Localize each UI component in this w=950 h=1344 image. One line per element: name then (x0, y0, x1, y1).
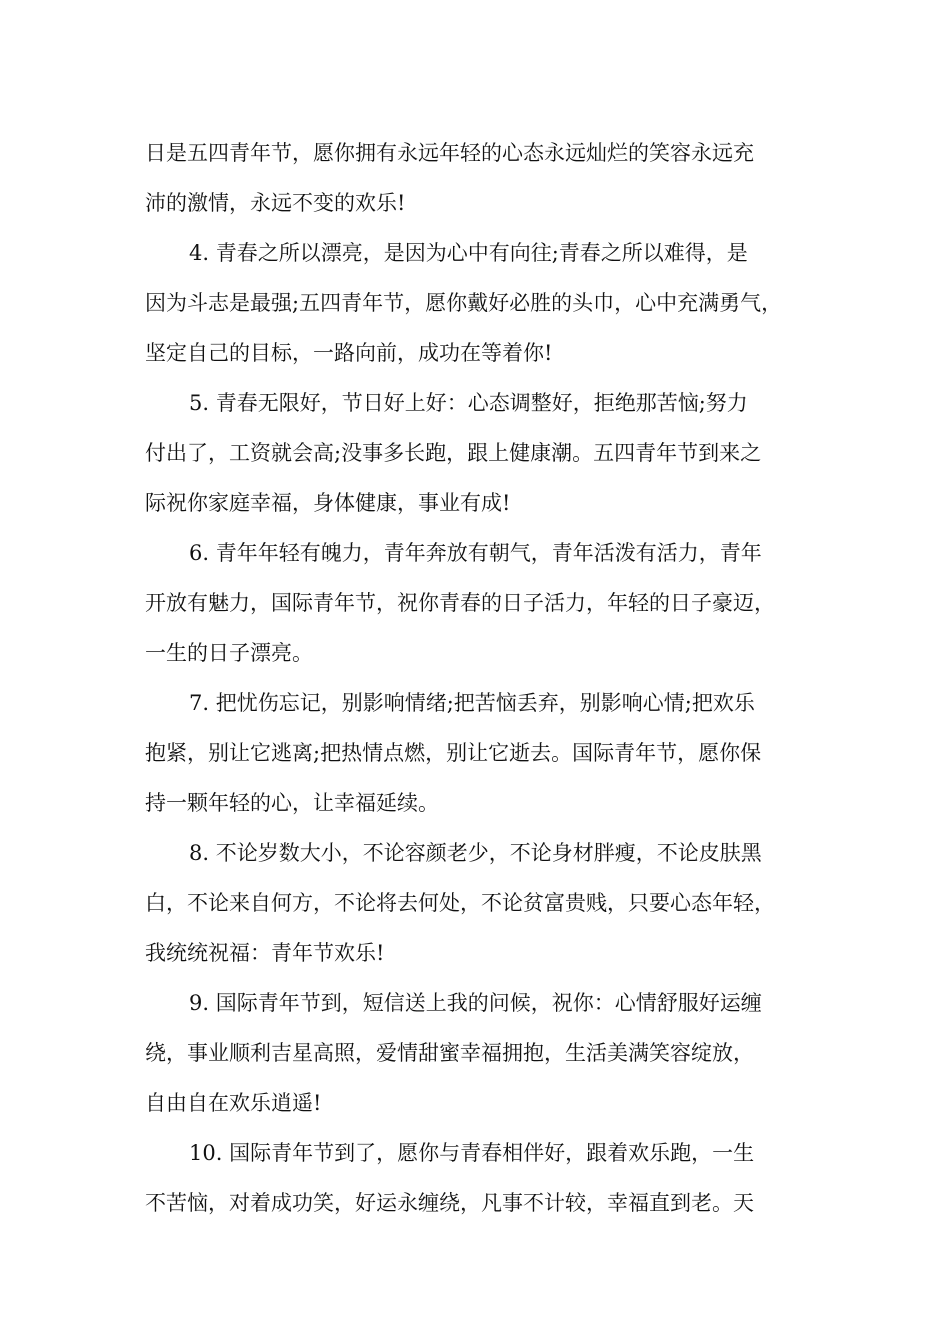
text-line: 6. 青年年轻有魄力，青年奔放有朝气，青年活泼有活力，青年 (189, 541, 762, 565)
text-line: 际祝你家庭幸福，身体健康，事业有成! (145, 491, 511, 515)
text-line: 坚定自己的目标，一路向前，成功在等着你! (145, 341, 553, 365)
paragraph-item-5 (145, 378, 815, 528)
text-line: 开放有魅力，国际青年节，祝你青春的日子活力，年轻的日子豪迈， (145, 591, 775, 615)
text-line: 一生的日子漂亮。 (145, 641, 313, 665)
paragraph-item-10 (145, 1128, 815, 1228)
paragraph-continued (145, 128, 815, 228)
text-line: 自由自在欢乐逍遥! (145, 1091, 322, 1115)
text-line: 4. 青春之所以漂亮，是因为心中有向往;青春之所以难得，是 (189, 241, 748, 265)
text-line: 绕，事业顺利吉星高照，爱情甜蜜幸福拥抱，生活美满笑容绽放， (145, 1041, 754, 1065)
paragraph-item-7 (145, 678, 815, 828)
text-line: 持一颗年轻的心，让幸福延续。 (145, 791, 439, 815)
text-line: 日是五四青年节，愿你拥有永远年轻的心态永远灿烂的笑容永远充 (145, 141, 754, 165)
text-line: 沛的激情，永远不变的欢乐! (145, 191, 406, 215)
text-line: 我统统祝福：青年节欢乐! (145, 941, 385, 965)
paragraph-item-8 (145, 828, 815, 978)
text-line: 不苦恼，对着成功笑，好运永缠绕，凡事不计较，幸福直到老。天 (145, 1191, 754, 1215)
paragraph-item-9 (145, 978, 815, 1128)
text-line: 抱紧，别让它逃离;把热情点燃，别让它逝去。国际青年节，愿你保 (145, 741, 762, 765)
text-line: 白，不论来自何方，不论将去何处，不论贫富贵贱，只要心态年轻， (145, 891, 775, 915)
text-line: 付出了，工资就会高;没事多长跑，跟上健康潮。五四青年节到来之 (145, 441, 762, 465)
text-line: 因为斗志是最强;五四青年节，愿你戴好必胜的头巾，心中充满勇气， (145, 291, 783, 315)
text-line: 5. 青春无限好，节日好上好：心态调整好，拒绝那苦恼;努力 (189, 391, 748, 415)
text-line: 8. 不论岁数大小，不论容颜老少，不论身材胖瘦，不论皮肤黑 (189, 841, 762, 865)
document-body (145, 128, 815, 1228)
paragraph-item-4 (145, 228, 815, 378)
text-line: 9. 国际青年节到，短信送上我的问候，祝你：心情舒服好运缠 (189, 991, 762, 1015)
text-line: 10. 国际青年节到了，愿你与青春相伴好，跟着欢乐跑，一生 (189, 1141, 755, 1165)
paragraph-item-6 (145, 528, 815, 678)
text-line: 7. 把忧伤忘记，别影响情绪;把苦恼丢弃，别影响心情;把欢乐 (189, 691, 755, 715)
